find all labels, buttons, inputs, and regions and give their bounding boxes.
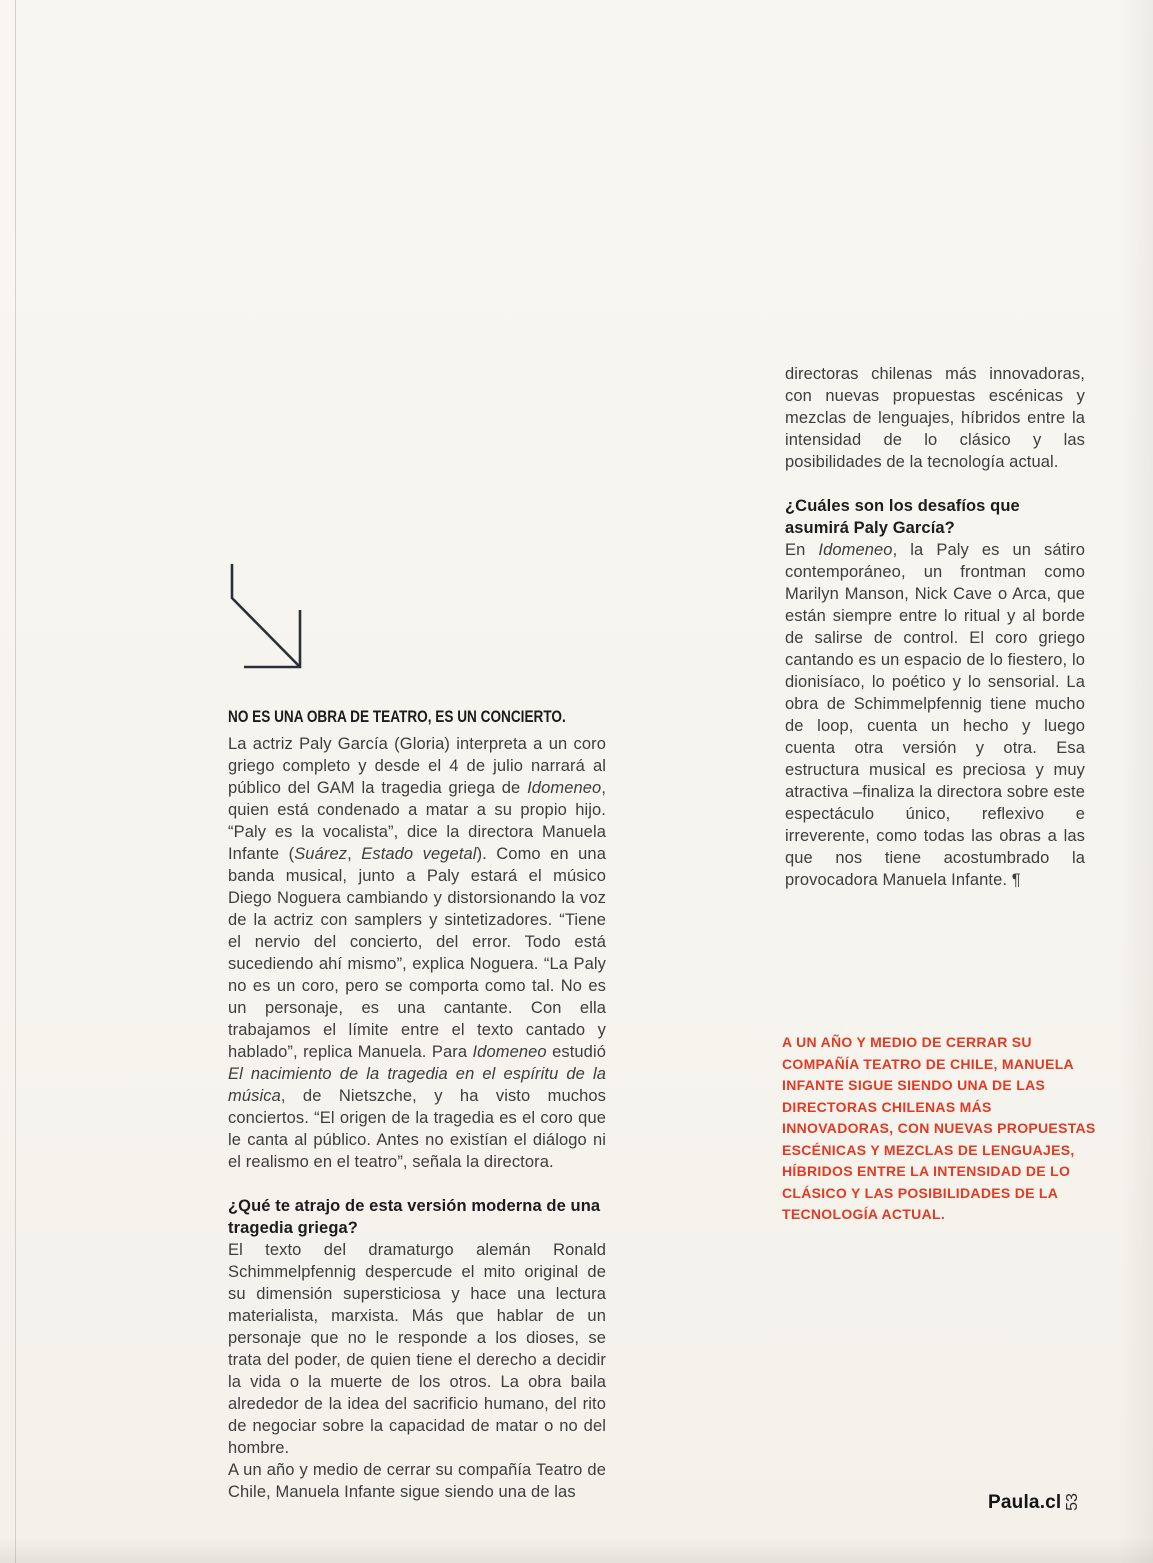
pull-quote: A UN AÑO Y MEDIO DE CERRAR SU COMPAÑÍA TEATRO DE CHILE, MANUELA INFANTE SIGUE SIENDO UNA DE LAS DIRECTORAS CHILENAS MÁS INNOVADORAS, CON NUEVAS PROPUESTAS ESCÉNICAS Y MEZCLAS DE LENGUAJES, HÍBRIDOS ENTRE LA INTENSIDAD DE LO CLÁSICO Y LAS POSIBILIDADES DE LA TECNOLOGÍA ACTUAL. xyxy=(782,1034,1096,1222)
interview-question-1: ¿Qué te atrajo de esta versión moderna de una tragedia griega? xyxy=(228,1197,601,1237)
interview-answer-2: En Idomeneo, la Paly es un sátiro contemporáneo, un frontman como Marilyn Manson, Nick Cave o Arca, que están siempre entre lo ritual y al borde de salirse de control. El coro griego cantando es un espacio de lo fiestero, lo dionisíaco, lo poético y lo sensorial. La obra de Schimmelpfennig tiene mucho de loop, cuenta un hecho y luego cuenta otra versión y otra. Esa estructura musical es preciosa y muy atractiva –finaliza la directora sobre este espectáculo único, reflexivo e irreverente, como todas las obras a las que nos tiene acostumbrado la provocadora Manuela Infante. ¶ xyxy=(785,541,1085,889)
diagonal-down-right-arrow-icon xyxy=(224,558,334,676)
page-edge-shadow xyxy=(1119,0,1153,1563)
page-fold-line xyxy=(15,0,16,1563)
article-headline-text: NO ES UNA OBRA DE TEATRO, ES UN CONCIERTO. xyxy=(228,707,566,726)
magazine-brand: Paula.cl xyxy=(988,1492,1062,1513)
article-paragraph-continued: A un año y medio de cerrar su compañía Teatro de Chile, Manuela Infante sigue siendo una de las xyxy=(228,1461,606,1501)
interview-answer-1: El texto del dramaturgo alemán Ronald Schimmelpfennig despercude el mito original de su dimensión supersticiosa y hace una lectura materialista, marxista. Más que hablar de un personaje que no le responde a los dioses, se trata del poder, de quien tiene el derecho a decidir la vida o la muerte de los otros. La obra baila alrededor de la idea del sacrificio humano, del rito de negociar sobre la capacidad de matar o no del hombre. xyxy=(228,1241,606,1457)
page-bottom-shadow xyxy=(0,1537,1153,1563)
page-number: 53 xyxy=(1064,1493,1081,1511)
left-column xyxy=(228,706,606,1503)
article-paragraph-intro: La actriz Paly García (Gloria) interpreta a un coro griego completo y desde el 4 de julio narrará al público del GAM la tragedia griega de Idomeneo, quien está condenado a matar a su propio hijo. “Paly es la vocalista”, dice la directora Manuela Infante (Suárez, Estado vegetal). Como en una banda musical, junto a Paly estará el músico Diego Noguera cambiando y distorsionando la voz de la actriz con samplers y sintetizadores. “Tiene el nervio del concierto, del error. Todo está sucediendo ahí mismo”, explica Noguera. “La Paly no es un coro, pero se comporta como tal. No es un personaje, es una cantante. Con ella trabajamos el límite entre el texto cantado y hablado”, replica Manuela. Para Idomeneo estudió El nacimiento de la tragedia en el espíritu de la música, de Nietszche, y ha visto muchos conciertos. “El origen de la tragedia es el coro que le canta al público. Antes no existían el diálogo ni el realismo en el teatro”, señala la directora. xyxy=(228,735,606,1171)
right-column xyxy=(785,363,1085,891)
interview-question-2: ¿Cuáles son los desafíos que asumirá Paly García? xyxy=(785,497,1020,537)
article-paragraph-continuation: directoras chilenas más innovadoras, con nuevas propuestas escénicas y mezclas de lenguajes, híbridos entre la intensidad de lo clásico y las posibilidades de la tecnología actual. xyxy=(785,365,1085,471)
article-headline xyxy=(228,706,606,728)
